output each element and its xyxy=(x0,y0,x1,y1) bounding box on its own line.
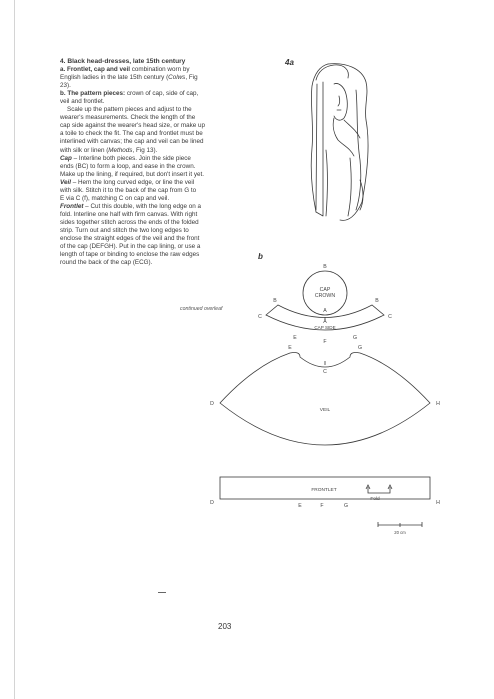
point-a-side: A xyxy=(323,319,327,325)
veil-label: Veil xyxy=(60,178,71,186)
point-h-veil: H xyxy=(436,401,440,407)
scale-line: cap side against the wearer's head size, or make up xyxy=(60,122,206,130)
pattern-diagram xyxy=(200,255,460,555)
cap-label: Cap xyxy=(60,154,72,162)
paragraph-b-text: crown of cap, side of cap, xyxy=(125,90,199,98)
dash-mark xyxy=(158,592,166,593)
point-g-veil: G xyxy=(357,345,363,351)
veil-line: E via C (f), matching C on cap and veil. xyxy=(60,194,170,202)
point-d-veil: D xyxy=(210,401,214,407)
cap-text: – Interline both pieces. Join the side piece xyxy=(71,154,191,162)
figure-b-label: b xyxy=(258,252,263,261)
article-text-column xyxy=(60,58,268,267)
scale-line: interlined with canvas; the cap and veil can be lined xyxy=(60,138,204,146)
cap-side-label: CAP SIDE xyxy=(314,325,336,330)
scale-label: 20 cm xyxy=(394,530,406,535)
point-f-frontlet: F xyxy=(320,503,324,509)
continued-note: continued overleaf xyxy=(180,306,223,312)
paragraph-a-label: a. Frontlet, cap and veil xyxy=(60,66,130,74)
paragraph-a xyxy=(60,66,268,90)
point-h-frontlet: H xyxy=(436,500,440,506)
frontlet-line: strip. Turn out and stitch the two long edges to xyxy=(60,226,189,234)
frontlet-line: fold. Interline one half with firm canvas. With right xyxy=(60,210,198,218)
headdress-illustration xyxy=(290,60,390,230)
frontlet-line: enclose the straight edges of the veil and the front xyxy=(60,235,200,243)
paragraph-a-cite: Colws xyxy=(168,74,186,82)
cap-line: Make up the lining, if required, but don't insert it yet. xyxy=(60,170,205,178)
frontlet-line: sides together stitch across the ends of the folded xyxy=(60,218,199,226)
veil-line: with silk. Stitch it to the back of the cap from G to xyxy=(60,186,197,194)
scale-cite: Methods xyxy=(108,146,133,154)
paragraph-a-text: combination worn by xyxy=(129,66,190,74)
point-g-side: G xyxy=(352,335,358,341)
point-g-frontlet: G xyxy=(343,503,349,509)
point-a-crown: A xyxy=(323,308,327,314)
frontlet-line: of the cap (DEFGH). Put in the cap lining, or use a xyxy=(60,243,201,251)
point-b-left: B xyxy=(273,298,277,304)
point-b-top: B xyxy=(323,264,327,270)
point-d-frontlet: D xyxy=(210,500,214,506)
frontlet-text: – Cut this double, with the long edge on a xyxy=(83,202,202,210)
veil-label-diagram: VEIL xyxy=(319,408,331,413)
point-c-left: C xyxy=(258,314,262,320)
scale-line-last: with silk or linen ( xyxy=(60,146,109,154)
figure-a-label: 4a xyxy=(285,58,294,67)
point-e-frontlet: E xyxy=(298,503,302,509)
cap-crown-label: CROWN xyxy=(314,293,336,299)
scale-line: a toile to check the fit. The cap and frontlet must be xyxy=(60,130,203,138)
point-e-veil: E xyxy=(288,345,292,351)
frontlet-line: length of tape or binding to enclose the raw edges xyxy=(60,251,200,259)
cap-line: ends (BC) to form a loop, and ease in the crown. xyxy=(60,162,196,170)
frontlet-label-diagram: FRONTLET xyxy=(311,488,337,493)
paragraph-b-line2: veil and frontlet. xyxy=(60,98,105,106)
fold-label: Fold xyxy=(370,497,380,502)
veil-piece xyxy=(220,353,430,446)
paragraph-a-line2: English ladies in the late 15th century ( xyxy=(60,74,169,82)
page-edge-shadow xyxy=(14,0,15,699)
paragraph-cap xyxy=(60,155,268,179)
paragraph-b xyxy=(60,90,268,106)
cap-crown-label: CAP xyxy=(319,287,331,293)
point-e-side: E xyxy=(293,335,297,341)
scale-line: wearer's measurements. Check the length of the xyxy=(60,114,196,122)
paragraph-veil xyxy=(60,179,268,203)
scale-line: Scale up the pattern pieces and adjust to the xyxy=(67,106,192,114)
article-heading: 4. Black head-dresses, late 15th century xyxy=(60,58,186,65)
page-number: 203 xyxy=(218,622,232,631)
point-c-right: C xyxy=(388,314,392,320)
scale-line-end: , Fig 13). xyxy=(132,146,158,154)
veil-text: – Hem the long curved edge, or line the veil xyxy=(70,178,195,186)
frontlet-line: round the back of the cap (ECG). xyxy=(60,259,153,267)
paragraph-scale xyxy=(60,106,268,154)
point-f-side: F xyxy=(323,339,327,345)
paragraph-a-line3: 23). xyxy=(60,82,71,90)
point-b-right: B xyxy=(375,298,379,304)
paragraph-a-line2-end: , Fig xyxy=(185,74,198,82)
point-c-veil: C xyxy=(323,369,327,375)
frontlet-label: Frontlet xyxy=(60,202,84,210)
paragraph-b-label: b. The pattern pieces: xyxy=(60,90,126,98)
